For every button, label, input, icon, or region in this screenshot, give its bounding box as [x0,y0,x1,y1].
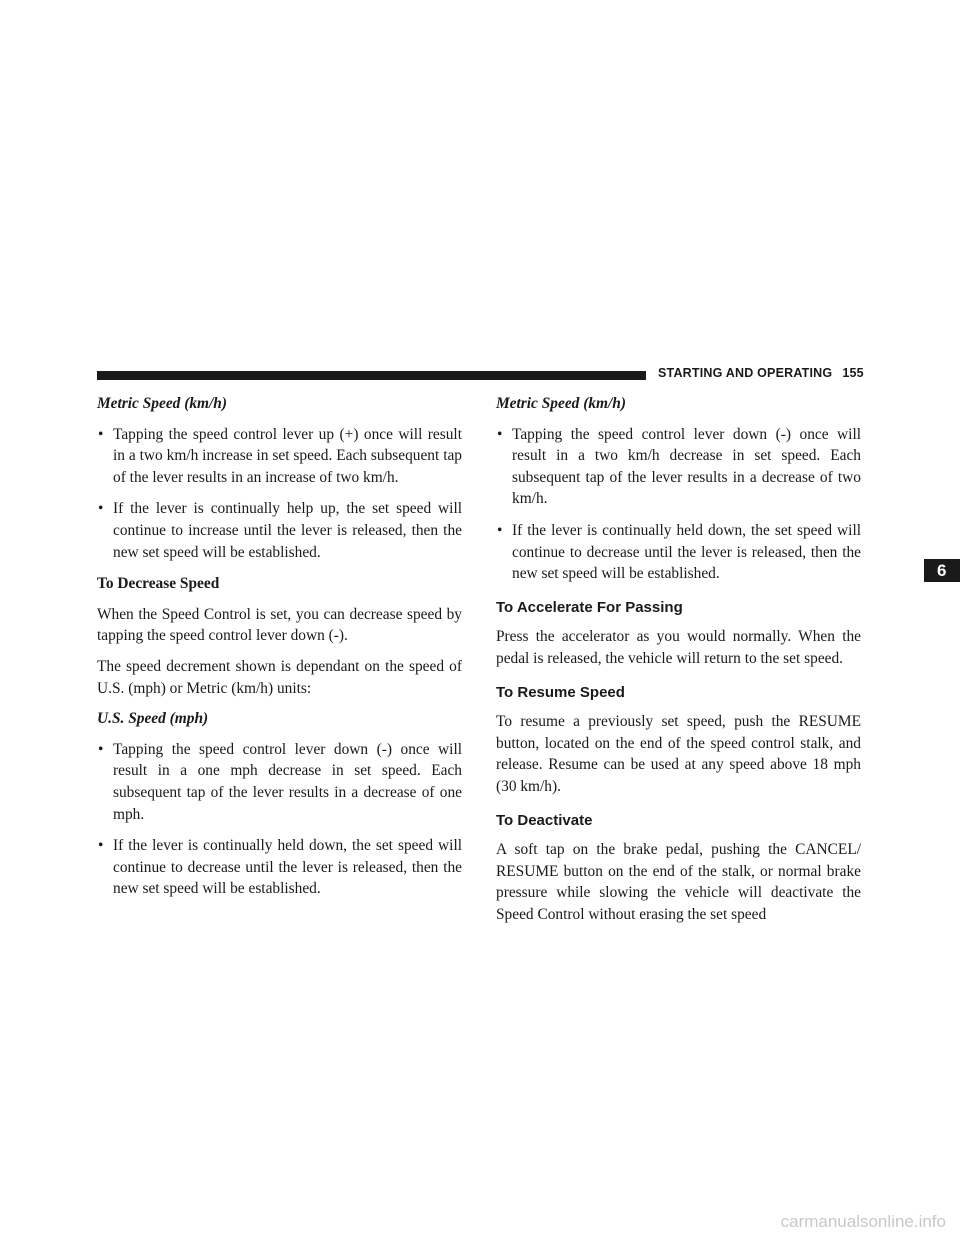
passing-paragraph: Press the accelerator as you would normally. When the pedal is released, the vehicle will return to the set speed. [496,628,861,667]
decrease-speed-heading: To Decrease Speed [97,575,220,593]
bullet-icon: • [98,837,104,855]
list-item: • If the lever is continually help up, the set speed will continue to increase until the lever is released, then the new set speed will be established. [98,500,462,561]
header-section: STARTING AND OPERATING [658,366,833,380]
list-item: • If the lever is continually held down, the set speed will continue to decrease until the lever is released, then the new set speed will be established. [98,837,462,898]
chapter-tab: 6 [924,559,960,582]
list-item: • Tapping the speed control lever down (-) once will result in a two km/h decrease in set speed. Each subsequent tap of the lever results in a decrease of two km/h. [497,425,861,508]
bullet-icon: • [98,425,104,443]
decrease-paragraph: When the Speed Control is set, you can decrease speed by tapping the speed control lever down (-). [97,605,462,645]
metric-increase-list [97,424,462,564]
left-column [97,393,462,910]
metric-decrease-list [496,424,861,585]
watermark: carmanualsonline.info [780,1212,946,1231]
list-item: • Tapping the speed control lever up (+) once will result in a two km/h increase in set speed. Each subsequent tap of the lever results in an increase of two km/h. [98,425,462,486]
us-decrease-list [97,739,462,900]
passing-title: To Accelerate For Passing [496,598,683,616]
list-item: • Tapping the speed control lever down (-) once will result in a one mph decrease in set speed. Each subsequent tap of the lever results in a decrease of one mph. [98,740,462,823]
us-speed-heading: U.S. Speed (mph) [97,710,209,728]
resume-paragraph: To resume a previously set speed, push the RESUME button, located on the end of the speed control stalk, and release. Resume can be used at any speed above 18 mph (30 km/h). [496,713,861,795]
running-header [658,366,864,380]
header-rule [97,371,646,380]
metric-speed-heading: Metric Speed (km/h) [97,395,227,412]
metric-speed-heading: Metric Speed (km/h) [496,395,626,412]
decrement-paragraph: The speed decrement shown is dependant on the speed of U.S. (mph) or Metric (km/h) units: [97,657,462,697]
page-number: 155 [842,366,864,380]
bullet-icon: • [98,500,104,518]
bullet-icon: • [497,521,503,539]
deactivate-paragraph: A soft tap on the brake pedal, pushing the CANCEL/ RESUME button on the end of the stalk, or normal brake pressure while slowing the vehicle will deactivate the Speed Control without erasing the set speed [496,841,861,923]
deactivate-title: To Deactivate [496,811,593,829]
right-column [496,393,861,934]
bullet-icon: • [98,740,104,758]
bullet-icon: • [497,425,503,443]
list-item: • If the lever is continually held down, the set speed will continue to decrease until the lever is released, then the new set speed will be established. [497,521,861,583]
resume-title: To Resume Speed [496,683,625,701]
